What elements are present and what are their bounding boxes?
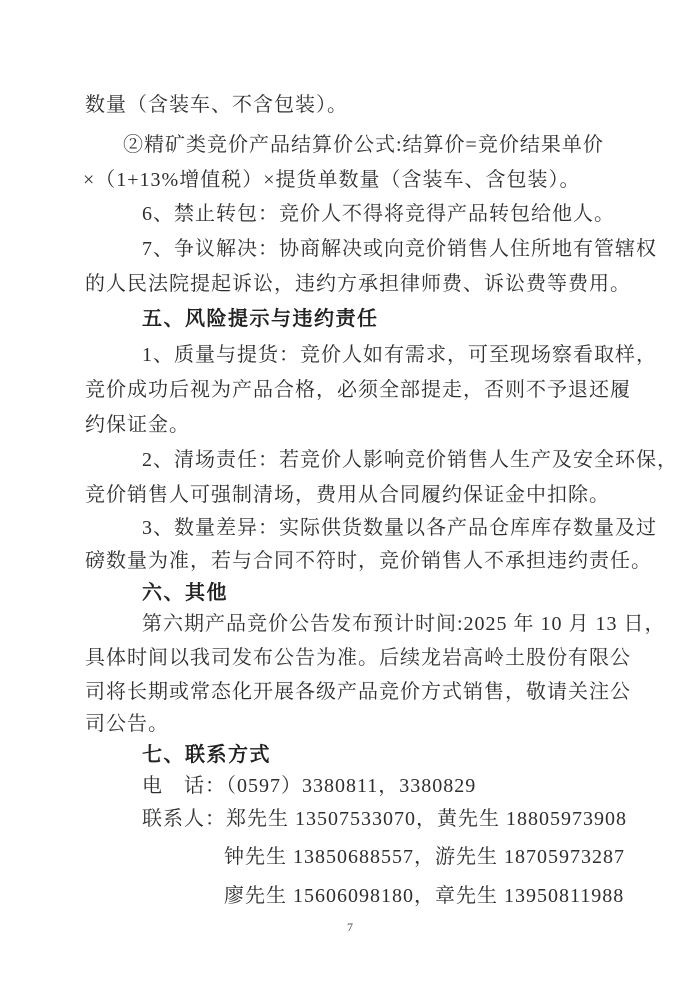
section-heading-other: 六、其他 <box>142 582 228 604</box>
contact-line-1: 联系人：郑先生 13507533070，黄先生 18805973908 <box>142 808 627 830</box>
clause-dispute-wrap: 的人民法院提起诉讼，违约方承担律师费、诉讼费等费用。 <box>85 273 631 295</box>
clause-clearing-start: 2、清场责任：若竞价人影响竞价销售人生产及安全环保， <box>142 449 678 471</box>
section-heading-risk: 五、风险提示与违约责任 <box>142 308 379 330</box>
contact-line-3: 廖先生 15606098180，章先生 13950811988 <box>224 885 625 907</box>
section-heading-contact: 七、联系方式 <box>142 744 271 766</box>
clause-dispute-start: 7、争议解决：协商解决或向竞价销售人住所地有管辖权 <box>142 238 657 260</box>
page-number: 7 <box>347 920 353 934</box>
formula-line-wrap: ×（1+13%增值税）×提货单数量（含装车、含包装）。 <box>83 169 581 191</box>
clause-quality-wrap-1: 竞价成功后视为产品合格，必须全部提走，否则不予退还履 <box>85 379 631 401</box>
clause-quality-start: 1、质量与提货：竞价人如有需求，可至现场察看取样， <box>142 344 657 366</box>
next-auction-para-start: 第六期产品竞价公告发布预计时间:2025 年 10 月 13 日， <box>142 613 666 635</box>
next-auction-para-wrap-2: 司将长期或常态化开展各级产品竞价方式销售，敬请关注公 <box>85 681 631 703</box>
phone-line: 电 话：（0597）3380811，3380829 <box>142 775 477 797</box>
clause-quantity-diff-start: 3、数量差异：实际供货数量以各产品仓库库存数量及过 <box>142 517 657 539</box>
body-line-continuation: 数量（含装车、不含包装）。 <box>85 94 348 116</box>
clause-quality-wrap-2: 约保证金。 <box>85 414 190 436</box>
next-auction-para-wrap-3: 司公告。 <box>85 713 169 735</box>
contact-line-2: 钟先生 13850688557，游先生 18705973287 <box>224 846 625 868</box>
clause-clearing-wrap: 竞价销售人可强制清场，费用从合同履约保证金中扣除。 <box>85 484 610 506</box>
formula-line-start: ②精矿类竞价产品结算价公式:结算价=竞价结果单价 <box>123 134 604 156</box>
next-auction-para-wrap-1: 具体时间以我司发布公告为准。后续龙岩高岭土股份有限公 <box>85 647 631 669</box>
clause-quantity-diff-wrap: 磅数量为准，若与合同不符时，竞价销售人不承担违约责任。 <box>85 550 652 572</box>
clause-no-subcontract: 6、禁止转包：竞价人不得将竞得产品转包给他人。 <box>142 203 615 225</box>
